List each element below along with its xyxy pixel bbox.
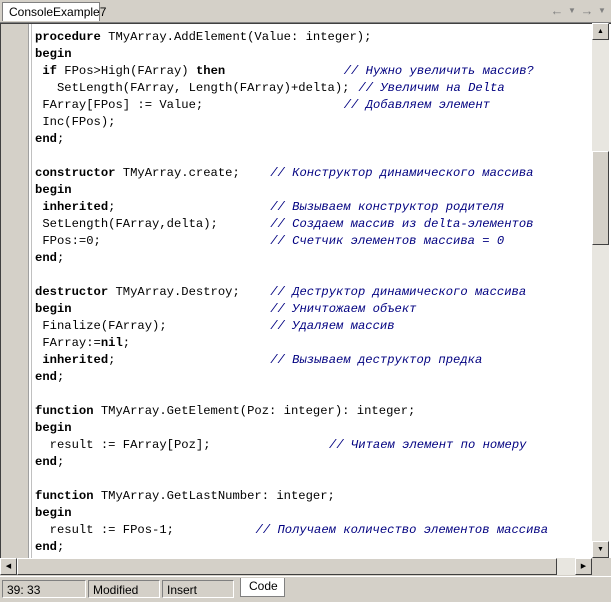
code-token: Finalize(FArray); xyxy=(35,319,167,333)
code-line[interactable] xyxy=(35,182,591,199)
code-line[interactable] xyxy=(35,539,591,556)
code-line[interactable] xyxy=(35,352,591,369)
keyword-token: end xyxy=(35,132,57,146)
code-editor[interactable] xyxy=(0,23,611,558)
keyword-token: destructor xyxy=(35,285,109,299)
horizontal-scrollbar[interactable] xyxy=(0,558,592,575)
keyword-token: then xyxy=(195,64,226,78)
keyword-token: end xyxy=(35,540,57,554)
code-comment: // Создаем массив из delta-элементов xyxy=(270,217,534,231)
code-comment: // Вызываем деструктор предка xyxy=(270,353,483,367)
code-token: TMyArray.Destroy; xyxy=(108,285,240,299)
forward-dropdown-icon[interactable]: ▼ xyxy=(598,6,606,15)
code-line[interactable] xyxy=(35,420,591,437)
code-line[interactable] xyxy=(35,471,591,488)
code-token: ; xyxy=(108,200,116,214)
code-line[interactable] xyxy=(35,335,591,352)
status-bar xyxy=(0,576,611,602)
code-comment: // Уничтожаем объект xyxy=(270,302,417,316)
keyword-token: begin xyxy=(35,47,72,61)
code-token: ; xyxy=(122,336,131,350)
code-line[interactable] xyxy=(35,318,591,335)
scrollbar-corner xyxy=(592,558,611,575)
code-token: ; xyxy=(108,353,116,367)
code-token: FPos>High(FArray) xyxy=(56,64,196,78)
editor-margin-line xyxy=(31,24,32,558)
code-token: SetLength(FArray, Length(FArray)+delta); xyxy=(35,81,350,95)
code-line[interactable] xyxy=(35,131,591,148)
code-comment: // Деструктор динамического массива xyxy=(270,285,527,299)
keyword-token: inherited xyxy=(42,200,109,214)
keyword-token: begin xyxy=(35,421,72,435)
code-comment: // Счетчик элементов массива = 0 xyxy=(270,234,505,248)
code-token: SetLength(FArray,delta); xyxy=(35,217,218,231)
forward-arrow-icon[interactable]: → xyxy=(580,3,594,18)
code-line[interactable] xyxy=(35,301,591,318)
keyword-token: procedure xyxy=(35,30,101,44)
code-text[interactable] xyxy=(35,29,591,556)
scroll-up-icon[interactable]: ▲ xyxy=(592,23,609,40)
code-token: ; xyxy=(56,370,65,384)
code-token: TMyArray.AddElement(Value: integer); xyxy=(100,30,372,44)
code-line[interactable] xyxy=(35,403,591,420)
code-line[interactable] xyxy=(35,267,591,284)
keyword-token: inherited xyxy=(42,353,109,367)
keyword-token: if xyxy=(42,64,57,78)
code-comment: // Нужно увеличить массив? xyxy=(343,64,534,78)
code-line[interactable] xyxy=(35,284,591,301)
cursor-position: 39: 33 xyxy=(2,580,86,598)
code-comment: // Читаем элемент по номеру xyxy=(329,438,527,452)
code-line[interactable] xyxy=(35,199,591,216)
code-line[interactable] xyxy=(35,250,591,267)
tab-console-example7[interactable]: ConsoleExample7 xyxy=(2,2,100,21)
code-token: TMyArray.create; xyxy=(115,166,240,180)
code-token: ; xyxy=(56,540,65,554)
code-token: Inc(FPos); xyxy=(35,115,116,129)
code-token: result := FArray[Poz]; xyxy=(35,438,211,452)
code-comment: // Добавляем элемент xyxy=(343,98,490,112)
scroll-down-icon[interactable]: ▼ xyxy=(592,541,609,558)
keyword-token: constructor xyxy=(35,166,116,180)
code-comment: // Вызываем конструктор родителя xyxy=(270,200,505,214)
code-line[interactable] xyxy=(35,114,591,131)
keyword-token: function xyxy=(35,489,94,503)
code-token: TMyArray.GetLastNumber: integer; xyxy=(93,489,335,503)
code-line[interactable] xyxy=(35,488,591,505)
keyword-token: end xyxy=(35,251,57,265)
code-comment: // Получаем количество элементов массива xyxy=(255,523,549,537)
editor-tab-strip xyxy=(0,0,611,23)
code-token: FArray[FPos] := Value; xyxy=(35,98,204,112)
code-token: ; xyxy=(56,455,65,469)
code-token: ; xyxy=(56,251,65,265)
modified-indicator: Modified xyxy=(88,580,160,598)
keyword-token: begin xyxy=(35,302,72,316)
code-line[interactable] xyxy=(35,505,591,522)
navigation-buttons xyxy=(549,2,607,20)
keyword-token: begin xyxy=(35,183,72,197)
code-comment: // Увеличим на Delta xyxy=(358,81,505,95)
code-line[interactable] xyxy=(35,97,591,114)
code-token: ; xyxy=(56,132,65,146)
code-line[interactable] xyxy=(35,29,591,46)
code-line[interactable] xyxy=(35,437,591,454)
code-line[interactable] xyxy=(35,80,591,97)
vertical-scroll-thumb[interactable] xyxy=(592,151,609,245)
code-line[interactable] xyxy=(35,522,591,539)
code-line[interactable] xyxy=(35,216,591,233)
keyword-token: function xyxy=(35,404,94,418)
code-line[interactable] xyxy=(35,233,591,250)
code-token: result := FPos-1; xyxy=(35,523,174,537)
scroll-right-icon[interactable]: ▶ xyxy=(575,558,592,575)
editor-gutter xyxy=(1,24,29,558)
back-arrow-icon[interactable]: ← xyxy=(550,3,564,18)
code-line[interactable] xyxy=(35,454,591,471)
code-line[interactable] xyxy=(35,148,591,165)
code-token: FPos:=0; xyxy=(35,234,101,248)
code-token: FArray:= xyxy=(35,336,101,350)
keyword-token: nil xyxy=(100,336,123,350)
code-line[interactable] xyxy=(35,386,591,403)
code-line[interactable] xyxy=(35,46,591,63)
code-line[interactable] xyxy=(35,369,591,386)
scroll-left-icon[interactable]: ◀ xyxy=(0,558,17,575)
back-dropdown-icon[interactable]: ▼ xyxy=(568,6,576,15)
keyword-token: end xyxy=(35,370,57,384)
code-comment: // Удаляем массив xyxy=(270,319,395,333)
vertical-scrollbar[interactable] xyxy=(592,23,609,558)
insert-mode-indicator: Insert xyxy=(162,580,234,598)
code-line[interactable] xyxy=(35,63,591,80)
code-comment: // Конструктор динамического массива xyxy=(270,166,534,180)
code-token: TMyArray.GetElement(Poz: integer): integer; xyxy=(93,404,416,418)
keyword-token: begin xyxy=(35,506,72,520)
code-line[interactable] xyxy=(35,165,591,182)
keyword-token: end xyxy=(35,455,57,469)
horizontal-scroll-thumb[interactable] xyxy=(17,558,557,575)
tab-code-view[interactable]: Code xyxy=(240,578,285,597)
